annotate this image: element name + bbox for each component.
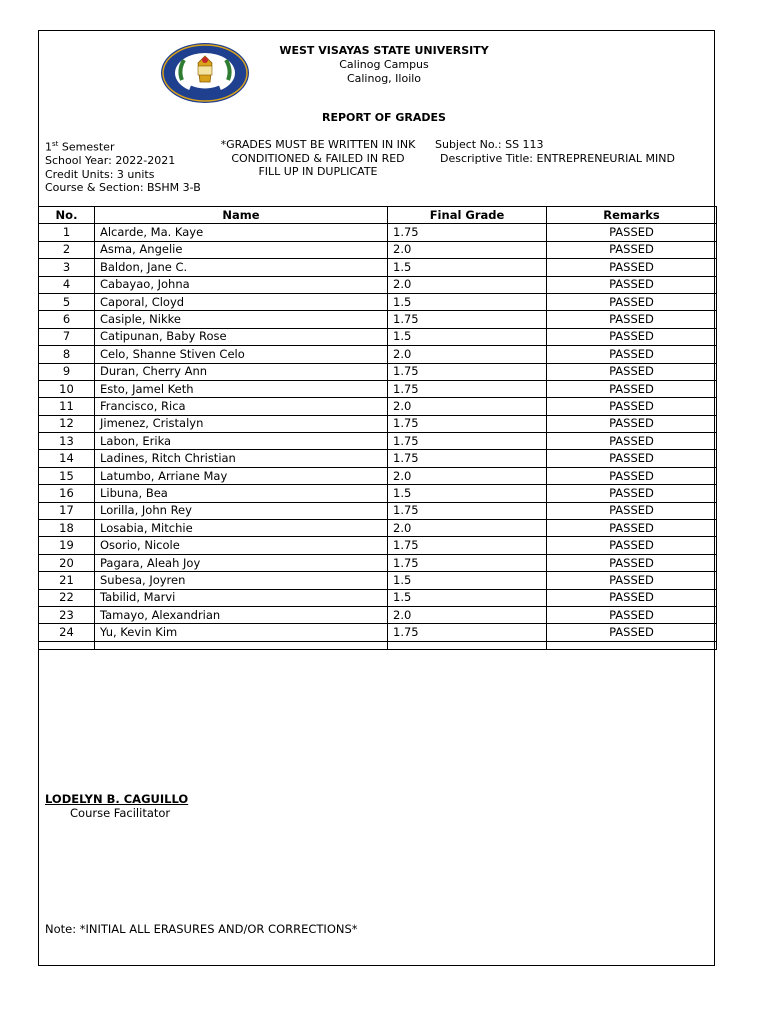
table-row [39, 572, 717, 589]
cell-final-grade: 1.5 [388, 589, 547, 606]
cell-final-grade: 1.5 [388, 328, 547, 345]
report-title: REPORT OF GRADES [322, 111, 446, 124]
ink-instructions [208, 138, 428, 179]
table-row [39, 624, 717, 641]
cell-remarks: PASSED [547, 502, 717, 519]
header-no: No. [39, 207, 95, 224]
blank-cell [95, 641, 388, 649]
cell-no: 13 [39, 433, 95, 450]
table-row [39, 311, 717, 328]
table-row [39, 241, 717, 258]
cell-name: Duran, Cherry Ann [95, 363, 388, 380]
ink-instruction-2: CONDITIONED & FAILED IN RED [231, 151, 405, 165]
cell-remarks: PASSED [547, 520, 717, 537]
cell-name: Tabilid, Marvi [95, 589, 388, 606]
school-year: School Year: 2022-2021 [45, 154, 176, 168]
cell-no: 4 [39, 276, 95, 293]
cell-no: 3 [39, 259, 95, 276]
grades-table [38, 206, 717, 650]
subject-info [435, 138, 675, 165]
cell-name: Lorilla, John Rey [95, 502, 388, 519]
cell-no: 24 [39, 624, 95, 641]
cell-final-grade: 2.0 [388, 241, 547, 258]
cell-remarks: PASSED [547, 311, 717, 328]
cell-final-grade: 1.75 [388, 311, 547, 328]
cell-remarks: PASSED [547, 624, 717, 641]
cell-no: 15 [39, 467, 95, 484]
cell-final-grade: 2.0 [388, 520, 547, 537]
table-row [39, 502, 717, 519]
cell-final-grade: 1.75 [388, 415, 547, 432]
table-row [39, 328, 717, 345]
table-row [39, 554, 717, 571]
cell-remarks: PASSED [547, 606, 717, 623]
table-row [39, 363, 717, 380]
table-row [39, 433, 717, 450]
table-row [39, 346, 717, 363]
table-row [39, 589, 717, 606]
corrections-note: Note: *INITIAL ALL ERASURES AND/OR CORRECTIONS* [45, 922, 358, 936]
table-row [39, 259, 717, 276]
cell-remarks: PASSED [547, 485, 717, 502]
campus-location: Calinog, Iloilo [346, 72, 422, 85]
cell-name: Latumbo, Arriane May [95, 467, 388, 484]
cell-final-grade: 1.5 [388, 259, 547, 276]
cell-remarks: PASSED [547, 328, 717, 345]
cell-final-grade: 1.75 [388, 363, 547, 380]
cell-no: 12 [39, 415, 95, 432]
cell-name: Asma, Angelie [95, 241, 388, 258]
cell-remarks: PASSED [547, 554, 717, 571]
cell-no: 10 [39, 380, 95, 397]
table-row [39, 398, 717, 415]
cell-no: 8 [39, 346, 95, 363]
table-row [39, 537, 717, 554]
cell-final-grade: 1.75 [388, 450, 547, 467]
cell-remarks: PASSED [547, 572, 717, 589]
cell-no: 22 [39, 589, 95, 606]
cell-final-grade: 2.0 [388, 276, 547, 293]
cell-final-grade: 1.5 [388, 572, 547, 589]
cell-no: 14 [39, 450, 95, 467]
cell-name: Subesa, Joyren [95, 572, 388, 589]
credit-units: Credit Units: 3 units [45, 167, 155, 181]
cell-final-grade: 2.0 [388, 467, 547, 484]
cell-name: Tamayo, Alexandrian [95, 606, 388, 623]
cell-final-grade: 1.75 [388, 433, 547, 450]
cell-name: Francisco, Rica [95, 398, 388, 415]
cell-final-grade: 1.75 [388, 502, 547, 519]
header-remarks: Remarks [547, 207, 717, 224]
semester-line [45, 138, 201, 154]
cell-final-grade: 2.0 [388, 346, 547, 363]
cell-name: Ladines, Ritch Christian [95, 450, 388, 467]
cell-remarks: PASSED [547, 537, 717, 554]
ink-instruction-1: *GRADES MUST BE WRITTEN IN INK [220, 138, 416, 151]
table-row [39, 276, 717, 293]
cell-name: Libuna, Bea [95, 485, 388, 502]
cell-remarks: PASSED [547, 450, 717, 467]
cell-final-grade: 1.75 [388, 380, 547, 397]
facilitator-name: LODELYN B. CAGUILLO [45, 792, 189, 806]
cell-no: 16 [39, 485, 95, 502]
cell-name: Alcarde, Ma. Kaye [95, 224, 388, 241]
cell-final-grade: 1.5 [388, 485, 547, 502]
cell-final-grade: 2.0 [388, 398, 547, 415]
table-row [39, 606, 717, 623]
cell-final-grade: 1.75 [388, 537, 547, 554]
table-row [39, 380, 717, 397]
university-name: WEST VISAYAS STATE UNIVERSITY [279, 44, 489, 57]
cell-name: Caporal, Cloyd [95, 293, 388, 310]
cell-remarks: PASSED [547, 259, 717, 276]
campus-name: Calinog Campus [339, 58, 429, 71]
cell-no: 11 [39, 398, 95, 415]
cell-remarks: PASSED [547, 467, 717, 484]
table-header-row [39, 207, 717, 224]
cell-no: 18 [39, 520, 95, 537]
facilitator-role: Course Facilitator [70, 806, 171, 820]
subject-number: Subject No.: SS 113 [435, 138, 544, 151]
cell-name: Labon, Erika [95, 433, 388, 450]
cell-remarks: PASSED [547, 433, 717, 450]
cell-remarks: PASSED [547, 241, 717, 258]
cell-name: Baldon, Jane C. [95, 259, 388, 276]
cell-name: Esto, Jamel Keth [95, 380, 388, 397]
cell-final-grade: 1.75 [388, 554, 547, 571]
cell-no: 19 [39, 537, 95, 554]
cell-final-grade: 1.75 [388, 224, 547, 241]
ink-instruction-3: FILL UP IN DUPLICATE [258, 165, 378, 178]
table-blank-row [39, 641, 717, 649]
cell-remarks: PASSED [547, 346, 717, 363]
cell-name: Yu, Kevin Kim [95, 624, 388, 641]
table-row [39, 467, 717, 484]
header-final-grade: Final Grade [388, 207, 547, 224]
table-row [39, 450, 717, 467]
cell-remarks: PASSED [547, 276, 717, 293]
cell-name: Celo, Shanne Stiven Celo [95, 346, 388, 363]
table-row [39, 485, 717, 502]
descriptive-title: Descriptive Title: ENTREPRENEURIAL MIND [440, 151, 675, 165]
cell-name: Losabia, Mitchie [95, 520, 388, 537]
table-row [39, 520, 717, 537]
semester-number: 1 [45, 140, 52, 154]
blank-cell [547, 641, 717, 649]
cell-name: Jimenez, Cristalyn [95, 415, 388, 432]
course-section: Course & Section: BSHM 3-B [45, 181, 201, 195]
grades-body [39, 224, 717, 641]
cell-remarks: PASSED [547, 224, 717, 241]
semester-ordinal: st [52, 140, 59, 148]
table-row [39, 293, 717, 310]
cell-remarks: PASSED [547, 398, 717, 415]
cell-remarks: PASSED [547, 589, 717, 606]
blank-cell [39, 641, 95, 649]
cell-name: Casiple, Nikke [95, 311, 388, 328]
blank-cell [388, 641, 547, 649]
cell-remarks: PASSED [547, 363, 717, 380]
cell-no: 1 [39, 224, 95, 241]
cell-no: 7 [39, 328, 95, 345]
cell-no: 17 [39, 502, 95, 519]
cell-final-grade: 1.75 [388, 624, 547, 641]
cell-remarks: PASSED [547, 415, 717, 432]
cell-no: 5 [39, 293, 95, 310]
cell-no: 6 [39, 311, 95, 328]
cell-no: 23 [39, 606, 95, 623]
cell-no: 2 [39, 241, 95, 258]
cell-name: Cabayao, Johna [95, 276, 388, 293]
cell-remarks: PASSED [547, 293, 717, 310]
cell-name: Catipunan, Baby Rose [95, 328, 388, 345]
cell-final-grade: 2.0 [388, 606, 547, 623]
table-row [39, 224, 717, 241]
cell-no: 9 [39, 363, 95, 380]
cell-name: Osorio, Nicole [95, 537, 388, 554]
header-name: Name [95, 207, 388, 224]
table-row [39, 415, 717, 432]
course-info [45, 138, 201, 195]
cell-no: 21 [39, 572, 95, 589]
semester-label: Semester [61, 140, 115, 154]
cell-no: 20 [39, 554, 95, 571]
cell-final-grade: 1.5 [388, 293, 547, 310]
cell-name: Pagara, Aleah Joy [95, 554, 388, 571]
cell-remarks: PASSED [547, 380, 717, 397]
